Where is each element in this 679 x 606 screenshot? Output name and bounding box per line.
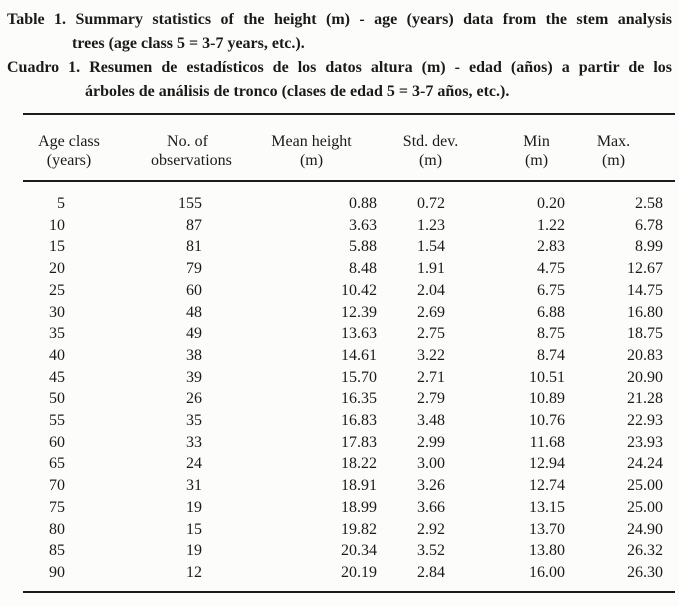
- table-row: [23, 519, 675, 541]
- cell-observations: 155: [178, 195, 202, 212]
- cell-min: 16.00: [529, 563, 565, 581]
- cell-observations: 38: [186, 346, 202, 364]
- col-header-age-class: [23, 114, 115, 181]
- cell-min: 12.94: [529, 455, 565, 473]
- col-header-observations-line1: No. of: [167, 133, 208, 150]
- summary-statistics-table: [23, 113, 675, 593]
- cell-age-class: 90: [49, 563, 65, 581]
- cell-std-dev: 2.99: [417, 433, 445, 451]
- cell-max: 21.28: [627, 390, 663, 408]
- table-row: [23, 540, 675, 562]
- table-body: [23, 181, 675, 592]
- cell-max: 14.75: [627, 281, 663, 299]
- caption-es-line1: Cuadro 1. Resumen de estadísticos de los datos altura (m) - edad (años) a partir de los: [7, 59, 672, 76]
- cell-age-class: 85: [49, 542, 65, 560]
- cell-std-dev: 3.48: [417, 412, 445, 430]
- cell-std-dev: 3.00: [417, 455, 445, 473]
- cell-max: 20.83: [627, 346, 663, 364]
- cell-min: 2.83: [537, 238, 565, 256]
- col-header-min-line2: (m): [524, 152, 549, 169]
- cell-max: 2.58: [635, 195, 663, 212]
- cell-max: 26.30: [627, 563, 663, 581]
- cell-mean-height: 12.39: [341, 303, 377, 321]
- cell-std-dev: 3.66: [417, 498, 445, 516]
- cell-observations: 12: [186, 563, 202, 581]
- table-row: [23, 236, 675, 258]
- cell-mean-height: 18.99: [341, 498, 377, 516]
- cell-std-dev: 3.26: [417, 477, 445, 495]
- cell-mean-height: 20.34: [341, 542, 377, 560]
- cell-max: 26.32: [627, 542, 663, 560]
- cell-age-class: 75: [49, 498, 65, 516]
- cell-mean-height: 18.91: [341, 477, 377, 495]
- cell-age-class: 80: [49, 520, 65, 538]
- col-header-observations-line2: observations: [151, 152, 232, 169]
- table-row: [23, 432, 675, 454]
- col-header-max-line1: Max.: [596, 133, 631, 150]
- cell-max: 24.24: [627, 455, 663, 473]
- cell-std-dev: 2.92: [417, 520, 445, 538]
- cell-max: 25.00: [627, 498, 663, 516]
- cell-max: 23.93: [627, 433, 663, 451]
- cell-mean-height: 16.83: [341, 412, 377, 430]
- table-row: [23, 388, 675, 410]
- cell-std-dev: 2.75: [417, 325, 445, 343]
- table-row: [23, 215, 675, 237]
- col-header-mean-height: [225, 114, 390, 181]
- cell-observations: 31: [186, 477, 202, 495]
- cell-min: 13.70: [529, 520, 565, 538]
- table-header: [23, 114, 675, 181]
- cell-mean-height: 20.19: [341, 563, 377, 581]
- table-row: [23, 181, 675, 215]
- cell-min: 11.68: [529, 433, 565, 451]
- cell-age-class: 10: [49, 216, 65, 234]
- cell-min: 10.76: [529, 412, 565, 430]
- col-header-age-class-line1: Age class: [38, 133, 100, 150]
- caption-en-line2: trees (age class 5 = 3-7 years, etc.).: [72, 34, 305, 52]
- cell-min: 10.89: [529, 390, 565, 408]
- table-row: [23, 280, 675, 302]
- cell-mean-height: 10.42: [341, 281, 377, 299]
- table-row: [23, 345, 675, 367]
- cell-max: 6.78: [635, 216, 663, 234]
- cell-std-dev: 2.84: [417, 563, 445, 581]
- cell-age-class: 50: [49, 390, 65, 408]
- cell-mean-height: 0.88: [349, 195, 377, 212]
- col-header-std-dev-line2: (m): [418, 152, 443, 169]
- table-row: [23, 323, 675, 345]
- cell-max: 20.90: [627, 368, 663, 386]
- cell-mean-height: 5.88: [349, 238, 377, 256]
- caption-es-line2: árboles de análisis de tronco (clases de edad 5 = 3-7 años, etc.).: [85, 82, 510, 100]
- cell-min: 6.88: [537, 303, 565, 321]
- cell-observations: 79: [186, 260, 202, 278]
- cell-observations: 48: [186, 303, 202, 321]
- col-header-max-line2: (m): [601, 152, 626, 169]
- cell-std-dev: 1.23: [417, 216, 445, 234]
- cell-min: 8.74: [537, 346, 565, 364]
- cell-mean-height: 18.22: [341, 455, 377, 473]
- cell-age-class: 20: [49, 260, 65, 278]
- cell-max: 25.00: [627, 477, 663, 495]
- cell-mean-height: 15.70: [341, 368, 377, 386]
- cell-observations: 19: [186, 498, 202, 516]
- cell-mean-height: 13.63: [341, 325, 377, 343]
- col-header-mean-height-line1: Mean height: [271, 133, 352, 150]
- cell-observations: 35: [186, 412, 202, 430]
- table-caption-spanish: [7, 56, 672, 103]
- cell-observations: 60: [186, 281, 202, 299]
- cell-age-class: 60: [49, 433, 65, 451]
- cell-mean-height: 17.83: [341, 433, 377, 451]
- caption-en-line1: Table 1. Summary statistics of the height (m) - age (years) data from the stem analysis: [7, 11, 672, 28]
- col-header-max: [580, 114, 675, 181]
- cell-std-dev: 2.04: [417, 281, 445, 299]
- cell-observations: 24: [186, 455, 202, 473]
- col-header-min-line1: Min: [523, 133, 550, 150]
- table-row: [23, 410, 675, 432]
- cell-max: 18.75: [627, 325, 663, 343]
- cell-observations: 81: [186, 238, 202, 256]
- table-row: [23, 302, 675, 324]
- cell-std-dev: 1.54: [417, 238, 445, 256]
- cell-min: 8.75: [537, 325, 565, 343]
- cell-age-class: 55: [49, 412, 65, 430]
- cell-min: 12.74: [529, 477, 565, 495]
- cell-min: 13.15: [529, 498, 565, 516]
- cell-min: 10.51: [529, 368, 565, 386]
- table-row: [23, 258, 675, 280]
- cell-observations: 15: [186, 520, 202, 538]
- table-row: [23, 367, 675, 389]
- col-header-std-dev-line1: Std. dev.: [402, 133, 459, 150]
- cell-min: 4.75: [537, 260, 565, 278]
- col-header-observations: [115, 114, 232, 181]
- cell-observations: 33: [186, 433, 202, 451]
- cell-mean-height: 14.61: [341, 346, 377, 364]
- cell-std-dev: 1.91: [417, 260, 445, 278]
- cell-std-dev: 2.71: [417, 368, 445, 386]
- cell-observations: 49: [186, 325, 202, 343]
- col-header-min: [460, 114, 580, 181]
- cell-max: 24.90: [627, 520, 663, 538]
- cell-min: 6.75: [537, 281, 565, 299]
- cell-age-class: 35: [49, 325, 65, 343]
- table-row: [23, 562, 675, 592]
- cell-std-dev: 2.69: [417, 303, 445, 321]
- cell-age-class: 15: [49, 238, 65, 256]
- cell-min: 13.80: [529, 542, 565, 560]
- cell-max: 22.93: [627, 412, 663, 430]
- cell-mean-height: 19.82: [341, 520, 377, 538]
- cell-age-class: 30: [49, 303, 65, 321]
- cell-observations: 87: [186, 216, 202, 234]
- cell-age-class: 5: [57, 195, 65, 212]
- cell-age-class: 65: [49, 455, 65, 473]
- cell-min: 1.22: [537, 216, 565, 234]
- cell-max: 8.99: [635, 238, 663, 256]
- cell-std-dev: 3.22: [417, 346, 445, 364]
- header-row: [23, 114, 675, 181]
- cell-age-class: 45: [49, 368, 65, 386]
- cell-std-dev: 2.79: [417, 390, 445, 408]
- cell-age-class: 40: [49, 346, 65, 364]
- col-header-std-dev: [390, 114, 460, 181]
- cell-observations: 19: [186, 542, 202, 560]
- cell-observations: 26: [186, 390, 202, 408]
- cell-std-dev: 0.72: [417, 195, 445, 212]
- cell-mean-height: 16.35: [341, 390, 377, 408]
- table-row: [23, 497, 675, 519]
- cell-max: 12.67: [627, 260, 663, 278]
- cell-observations: 39: [186, 368, 202, 386]
- cell-age-class: 70: [49, 477, 65, 495]
- cell-mean-height: 8.48: [349, 260, 377, 278]
- table-row: [23, 453, 675, 475]
- table-row: [23, 475, 675, 497]
- cell-std-dev: 3.52: [417, 542, 445, 560]
- col-header-age-class-line2: (years): [46, 152, 92, 169]
- cell-max: 16.80: [627, 303, 663, 321]
- table-caption-english: [7, 8, 672, 55]
- cell-mean-height: 3.63: [349, 216, 377, 234]
- cell-min: 0.20: [537, 195, 565, 212]
- cell-age-class: 25: [49, 281, 65, 299]
- col-header-mean-height-line2: (m): [299, 152, 324, 169]
